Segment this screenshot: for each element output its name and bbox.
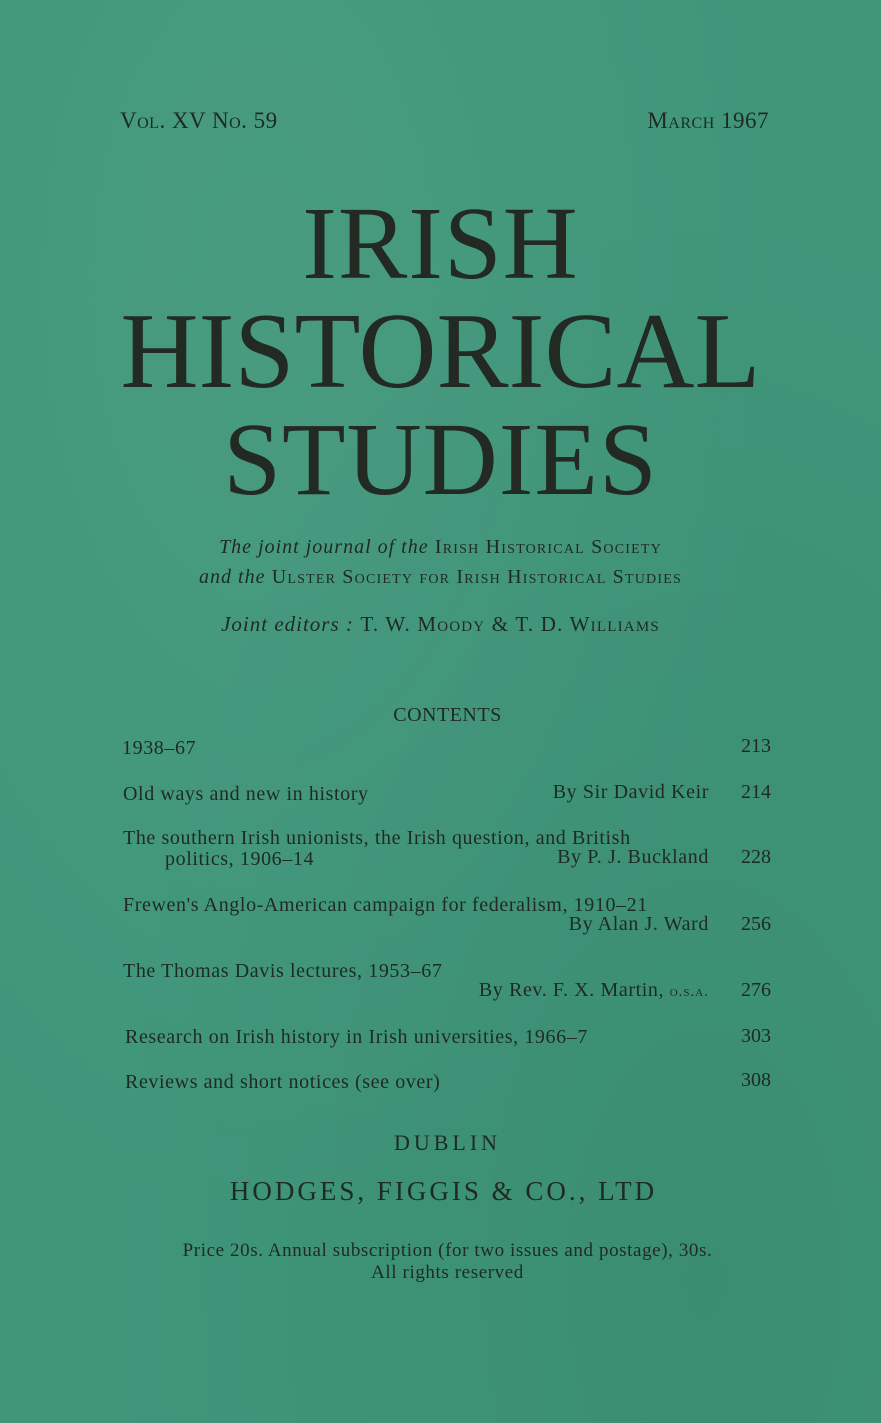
toc-item-title: Old ways and new in history bbox=[123, 783, 369, 805]
toc-item-page: 213 bbox=[741, 735, 771, 757]
title-line-historical: HISTORICAL bbox=[120, 292, 761, 411]
toc-item-author: By P. J. Buckland bbox=[557, 846, 709, 868]
contents-heading: CONTENTS bbox=[393, 704, 502, 726]
toc-item-page: 308 bbox=[741, 1069, 771, 1091]
publisher-name: HODGES, FIGGIS & CO., LTD bbox=[229, 1176, 658, 1206]
editors-line bbox=[0, 612, 881, 637]
toc-item-page: 228 bbox=[741, 846, 771, 868]
editors-names: T. W. Moody & T. D. Williams bbox=[360, 612, 660, 636]
price-line: Price 20s. Annual subscription (for two issues and postage), 30s. bbox=[182, 1240, 713, 1261]
subtitle-line-2 bbox=[0, 566, 881, 589]
toc-item-author-line bbox=[479, 979, 709, 1002]
editors-label: Joint editors : bbox=[221, 612, 354, 636]
toc-item-title: Frewen's Anglo-American campaign for federalism, 1910–21 bbox=[123, 894, 648, 916]
toc-item-author: By Rev. F. X. Martin, bbox=[478, 979, 665, 1001]
toc-item-title-continued: politics, 1906–14 bbox=[165, 848, 315, 870]
toc-item-author-order: o.s.a. bbox=[669, 984, 709, 1000]
subtitle-line-1 bbox=[0, 536, 881, 559]
toc-item-title: The southern Irish unionists, the Irish question, and British bbox=[123, 827, 631, 849]
toc-item-title: Reviews and short notices (see over) bbox=[125, 1071, 441, 1093]
toc-item-page: 256 bbox=[741, 913, 771, 935]
toc-item-page: 276 bbox=[741, 979, 771, 1001]
toc-item-title: 1938–67 bbox=[122, 737, 197, 759]
toc-item-author: By Sir David Keir bbox=[552, 781, 709, 803]
subtitle-2-society: Ulster Society for Irish Historical Studies bbox=[271, 566, 682, 588]
issue-date: March 1967 bbox=[647, 108, 769, 133]
volume-number: Vol. XV No. 59 bbox=[120, 108, 278, 133]
toc-item-page: 214 bbox=[741, 781, 771, 803]
toc-item-title: Research on Irish history in Irish universities, 1966–7 bbox=[125, 1026, 588, 1048]
toc-item-title: The Thomas Davis lectures, 1953–67 bbox=[123, 960, 443, 982]
title-line-studies: STUDIES bbox=[223, 402, 658, 517]
subtitle-2-italic: and the bbox=[199, 566, 266, 588]
subtitle-1-society: Irish Historical Society bbox=[434, 536, 662, 558]
rights-line: All rights reserved bbox=[371, 1262, 524, 1283]
subtitle-1-italic: The joint journal of the bbox=[219, 536, 429, 558]
publisher-city: DUBLIN bbox=[393, 1130, 502, 1155]
title-line-irish: IRISH bbox=[302, 186, 579, 301]
toc-item-page: 303 bbox=[741, 1025, 771, 1047]
toc-item-author: By Alan J. Ward bbox=[568, 913, 709, 935]
